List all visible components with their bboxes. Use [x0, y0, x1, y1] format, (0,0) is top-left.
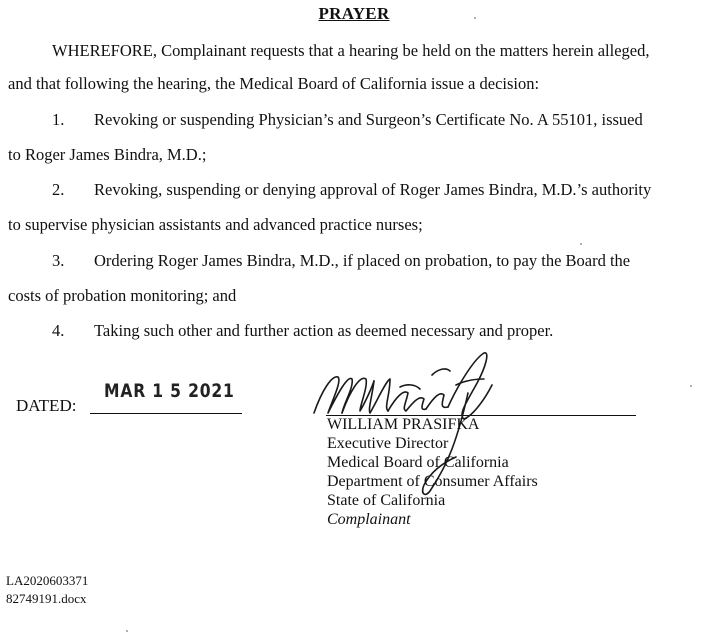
item-2-line-2: to supervise physician assistants and advanced practice nurses; — [8, 215, 423, 234]
intro-line-1: WHEREFORE, Complainant requests that a hearing be held on the matters herein alleged, — [52, 41, 650, 60]
item-number-2: 2. — [52, 180, 65, 199]
item-3-line-1: Ordering Roger James Bindra, M.D., if placed on probation, to pay the Board the — [94, 251, 631, 270]
page-title: PRAYER — [318, 4, 390, 23]
item-2-line-1: Revoking, suspending or denying approval of Roger James Bindra, M.D.’s authority — [94, 180, 652, 199]
item-number-1: 1. — [52, 110, 65, 129]
date-stamp: MAR 1 5 2021 — [104, 380, 235, 402]
scan-speck — [126, 630, 128, 632]
item-4-line-1: Taking such other and further action as deemed necessary and proper. — [94, 321, 554, 340]
signatory-name: WILLIAM PRASIFKA — [327, 416, 480, 433]
item-3-line-2: costs of probation monitoring; and — [8, 286, 237, 305]
item-1-line-2: to Roger James Bindra, M.D.; — [8, 145, 207, 164]
case-number: LA2020603371 — [6, 573, 89, 588]
item-number-3: 3. — [52, 251, 65, 270]
signatory-state: State of California — [327, 492, 446, 509]
item-number-4: 4. — [52, 321, 65, 340]
date-signature-line — [90, 413, 242, 414]
signatory-title: Executive Director — [327, 435, 449, 452]
dated-label: DATED: — [16, 396, 77, 415]
signatory-org: Medical Board of California — [327, 454, 509, 471]
item-1-line-1: Revoking or suspending Physician’s and Surgeon’s Certificate No. A 55101, issued — [94, 110, 643, 129]
signatory-role: Complainant — [327, 511, 411, 528]
scan-speck — [690, 385, 692, 387]
signatory-block — [327, 415, 538, 529]
file-name: 82749191.docx — [6, 591, 87, 606]
footer-ids — [6, 572, 88, 608]
intro-line-2: and that following the hearing, the Medical Board of California issue a decision: — [8, 74, 540, 93]
scan-speck — [474, 17, 476, 19]
signatory-dept: Department of Consumer Affairs — [327, 473, 538, 490]
scan-speck — [580, 243, 582, 245]
